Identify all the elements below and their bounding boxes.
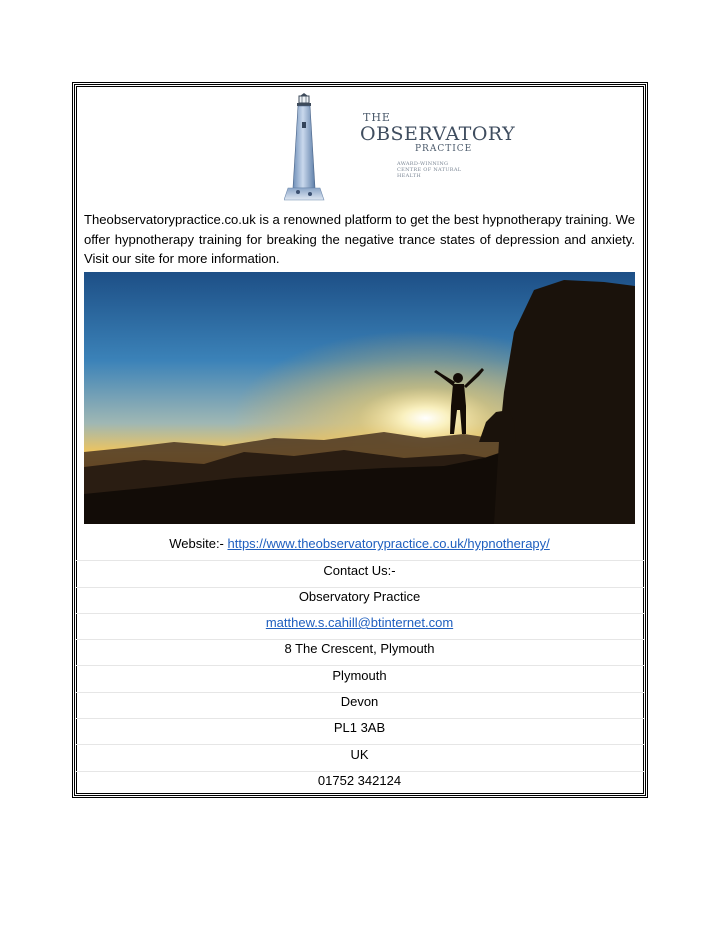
- logo-practice: PRACTICE: [415, 144, 473, 154]
- email-line: [84, 615, 635, 631]
- country: UK: [350, 747, 369, 762]
- street-address: 8 The Crescent, Plymouth: [284, 641, 435, 656]
- logo-the: THE: [363, 111, 391, 124]
- intro-paragraph: Theobservatorypractice.co.uk is a renowned platform to get the best hypnotherapy training. We offer hypnotherapy training for breaking the negative trance states of depression and anxiety. Visit our site for more information.: [84, 212, 635, 266]
- divider: [76, 692, 644, 693]
- logo-wordmark: [360, 111, 516, 179]
- divider: [76, 639, 644, 640]
- company-name: Observatory Practice: [298, 589, 421, 604]
- divider: [76, 587, 644, 588]
- logo-subtitle: AWARD-WINNING CENTRE OF NATURAL HEALTH: [397, 161, 462, 179]
- website-label: Website:-: [169, 536, 228, 551]
- phone-number: 01752 342124: [317, 773, 402, 788]
- sunrise-silhouette-image: [84, 272, 635, 524]
- county: Devon: [340, 694, 379, 709]
- divider: [76, 613, 644, 614]
- divider: [76, 771, 644, 772]
- divider: [76, 665, 644, 666]
- city: Plymouth: [332, 668, 387, 683]
- postcode: PL1 3AB: [333, 720, 386, 735]
- logo-observatory: OBSERVATORY: [360, 123, 516, 145]
- divider: [76, 744, 644, 745]
- email-link[interactable]: matthew.s.cahill@btinternet.com: [265, 615, 454, 630]
- website-link[interactable]: https://www.theobservatorypractice.co.uk/hypnotherapy/: [227, 536, 550, 551]
- contact-us-heading: Contact Us:-: [323, 563, 396, 578]
- divider: [76, 560, 644, 561]
- website-line: [84, 536, 635, 552]
- divider: [76, 718, 644, 719]
